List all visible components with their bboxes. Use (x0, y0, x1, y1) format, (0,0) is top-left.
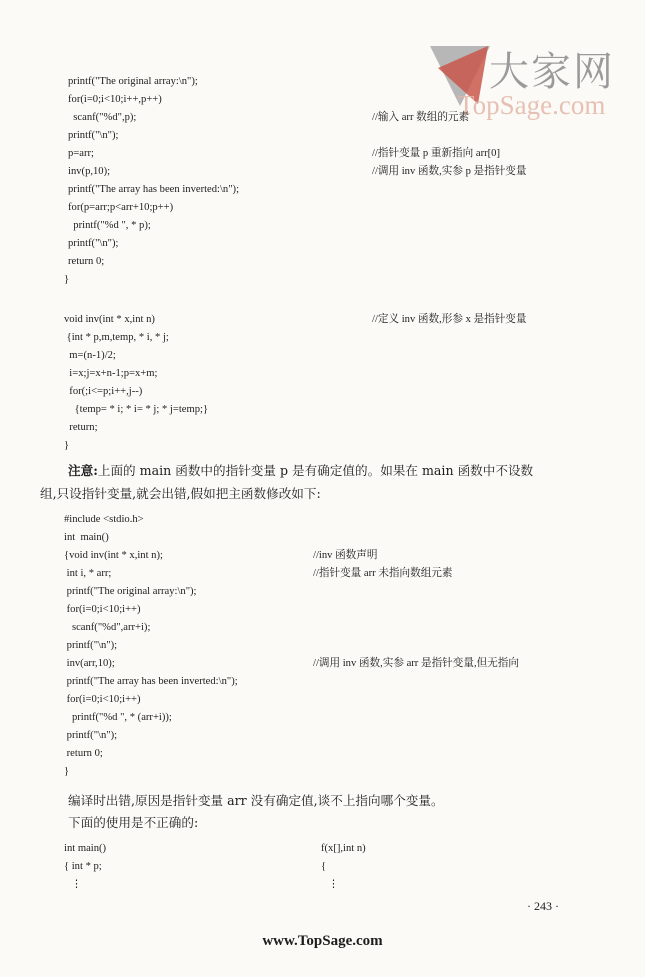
code-line: {int * p,m,temp, * i, * j; (64, 332, 169, 343)
code-line: printf("\n"); (68, 238, 119, 249)
code-line: printf("The original array:\n"); (64, 586, 197, 597)
code-line: ⋮ (323, 879, 339, 890)
code-line: { int * p; (64, 861, 102, 872)
code-line: return 0; (68, 256, 105, 267)
code-line: f(x[],int n) (321, 843, 366, 854)
code-line: } (64, 440, 70, 451)
code-line: printf("The array has been inverted:\n"); (68, 184, 240, 195)
code-line: return; (64, 422, 98, 433)
note-line-2: 组,只设指针变量,就会出错,假如把主函数修改如下: (40, 486, 321, 501)
code-line: for(;i<=p;i++,j--) (64, 386, 143, 397)
code-line: int main() (64, 532, 109, 543)
code-line: for(i=0;i<10;i++) (64, 604, 141, 615)
logo-brand-cn: 大家网 (489, 49, 615, 95)
code-line: ⋮ (66, 879, 82, 890)
code-line: printf("The original array:\n"); (68, 76, 198, 87)
code-comment: //输入 arr 数组的元素 (372, 112, 470, 123)
code-comment: //调用 inv 函数,实参 p 是指针变量 (372, 166, 527, 177)
code-line: inv(p,10); (68, 166, 111, 177)
paragraph-compile-error: 编译时出错,原因是指针变量 arr 没有确定值,谈不上指向哪个变量。 (68, 793, 444, 808)
code-line: inv(arr,10); (64, 658, 115, 669)
code-line: for(i=0;i<10;i++,p++) (68, 94, 162, 105)
code-line: int main() (64, 843, 107, 854)
code-comment: //指针变量 arr 未指向数组元素 (313, 568, 453, 579)
note-label: 注意: (68, 463, 98, 478)
page-number: · 243 · (527, 899, 559, 913)
code-comment: //调用 inv 函数,实参 arr 是指针变量,但无指向 (313, 658, 519, 669)
code-line: { (321, 861, 327, 872)
code-comment: //指针变量 p 重新指向 arr[0] (372, 148, 500, 159)
code-line: i=x;j=x+n-1;p=x+m; (64, 368, 158, 379)
code-line: m=(n-1)/2; (64, 350, 116, 361)
code-line: } (64, 274, 70, 285)
logo-brand-en: TopSage.com (458, 90, 606, 120)
code-line: int i, * arr; (64, 568, 112, 579)
note-text-1: 上面的 main 函数中的指针变量 p 是有确定值的。如果在 main 函数中不设数 (97, 463, 534, 478)
code-line: for(i=0;i<10;i++) (64, 694, 141, 705)
code-line: printf("%d ", * (arr+i)); (64, 712, 172, 723)
code-line: printf("\n"); (68, 130, 119, 141)
code-line: scanf("%d",p); (68, 112, 137, 123)
code-line: scanf("%d",arr+i); (64, 622, 151, 633)
code-line: return 0; (64, 748, 103, 759)
code-line: printf("The array has been inverted:\n"); (64, 676, 238, 687)
code-line: void inv(int * x,int n) (64, 314, 155, 325)
code-line: } (64, 766, 70, 777)
code-line: {void inv(int * x,int n); (64, 550, 163, 561)
code-line: {temp= * i; * i= * j; * j=temp;} (64, 404, 209, 415)
code-line: printf("%d ", * p); (68, 220, 151, 231)
code-line: p=arr; (68, 148, 94, 159)
code-line: printf("\n"); (64, 640, 118, 651)
paragraph-incorrect-usage: 下面的使用是不正确的: (68, 815, 199, 830)
code-comment: //inv 函数声明 (313, 550, 378, 561)
code-line: for(p=arr;p<arr+10;p++) (68, 202, 174, 213)
note-line-1 (68, 463, 533, 478)
code-line: #include <stdio.h> (64, 514, 144, 525)
code-line: printf("\n"); (64, 730, 118, 741)
footer-site-url: www.TopSage.com (262, 933, 383, 949)
code-comment: //定义 inv 函数,形参 x 是指针变量 (372, 314, 527, 325)
